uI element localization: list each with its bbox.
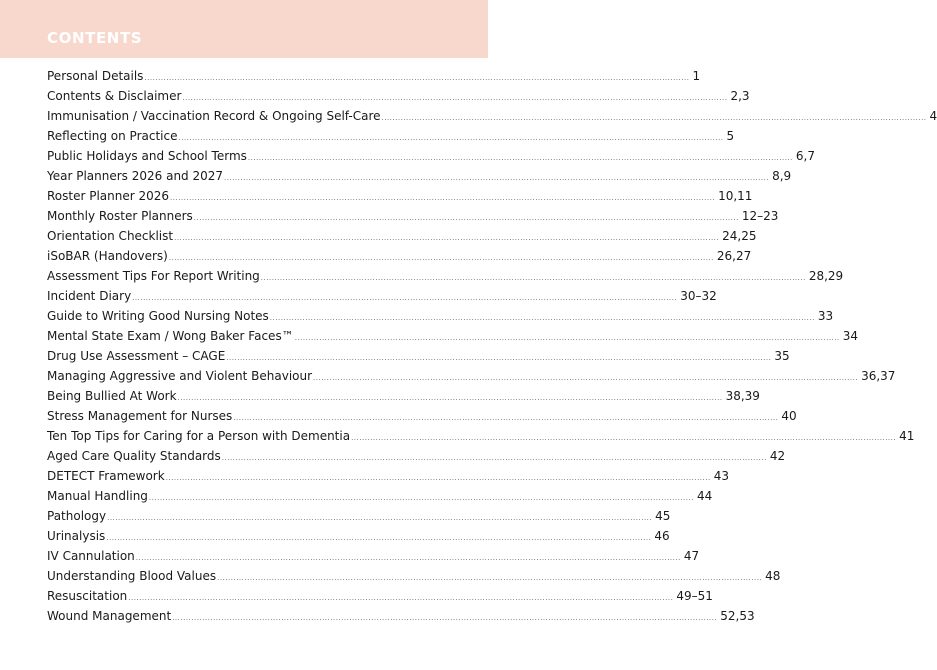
toc-entry-page: 33 [817, 309, 834, 323]
toc-entry-title: Being Bullied At Work [47, 389, 177, 403]
toc-entry-page: 6,7 [795, 149, 816, 163]
dot-leader: ........................................................................................................................................................................................................ [247, 154, 793, 162]
toc-entry-title: Aged Care Quality Standards [47, 449, 221, 463]
toc-entry[interactable] [47, 206, 779, 226]
dot-leader: ........................................................................................................................................................................................................ [351, 434, 897, 442]
dot-leader: ........................................................................................................................................................................................................ [313, 374, 859, 382]
contents-header [0, 0, 488, 58]
table-of-contents [47, 66, 937, 626]
toc-entry[interactable] [47, 606, 755, 626]
toc-entry-title: Year Planners 2026 and 2027 [47, 169, 224, 183]
toc-entry[interactable] [47, 326, 859, 346]
toc-entry-page: 45 [655, 509, 671, 523]
dot-leader: ........................................................................................................................................................................................................ [168, 254, 714, 262]
toc-entry[interactable] [47, 146, 816, 166]
toc-entry[interactable] [47, 406, 797, 426]
toc-entry-title: Reflecting on Practice [47, 129, 178, 143]
toc-entry-page: 47 [683, 549, 700, 563]
dot-leader: ........................................................................................................................................................................................................ [260, 274, 806, 282]
page-title: CONTENTS [47, 29, 143, 47]
dot-leader: ........................................................................................................................................................................................................ [174, 234, 720, 242]
toc-entry[interactable] [47, 186, 753, 206]
toc-entry[interactable] [47, 466, 729, 486]
dot-leader: ........................................................................................................................................................................................................ [224, 174, 770, 182]
toc-entry[interactable] [47, 586, 713, 606]
dot-leader: ........................................................................................................................................................................................................ [106, 534, 652, 542]
toc-entry[interactable] [47, 166, 792, 186]
toc-entry-title: Resuscitation [47, 589, 128, 603]
toc-entry[interactable] [47, 486, 713, 506]
toc-entry[interactable] [47, 386, 760, 406]
toc-entry[interactable] [47, 66, 701, 86]
toc-entry[interactable] [47, 526, 670, 546]
toc-entry-page: 1 [692, 69, 701, 83]
toc-entry[interactable] [47, 306, 834, 326]
toc-entry-page: 35 [774, 349, 790, 363]
dot-leader: ........................................................................................................................................................................................................ [177, 394, 723, 402]
toc-entry[interactable] [47, 266, 844, 286]
toc-entry-page: 8,9 [772, 169, 792, 183]
toc-entry-title: Immunisation / Vaccination Record & Ongoing Self-Care [47, 109, 381, 123]
toc-entry[interactable] [47, 346, 790, 366]
dot-leader: ........................................................................................................................................................................................................ [144, 74, 690, 82]
toc-entry[interactable] [47, 286, 717, 306]
dot-leader: ........................................................................................................................................................................................................ [172, 614, 718, 622]
dot-leader: ........................................................................................................................................................................................................ [165, 474, 711, 482]
toc-entry-title: Wound Management [47, 609, 172, 623]
toc-entry-title: Pathology [47, 509, 107, 523]
toc-entry[interactable] [47, 546, 700, 566]
toc-entry-page: 28,29 [808, 269, 844, 283]
toc-entry-title: Drug Use Assessment – CAGE [47, 349, 226, 363]
dot-leader: ........................................................................................................................................................................................................ [217, 574, 763, 582]
dot-leader: ........................................................................................................................................................................................................ [148, 494, 694, 502]
toc-entry[interactable] [47, 126, 735, 146]
toc-entry-title: IV Cannulation [47, 549, 135, 563]
toc-entry-page: 2,3 [730, 89, 750, 103]
toc-entry-title: Managing Aggressive and Violent Behaviour [47, 369, 313, 383]
toc-entry-page: 24,25 [722, 229, 757, 243]
toc-entry-title: Roster Planner 2026 [47, 189, 170, 203]
dot-leader: ........................................................................................................................................................................................................ [132, 294, 678, 302]
toc-entry-title: Understanding Blood Values [47, 569, 217, 583]
toc-entry-title: Assessment Tips For Report Writing [47, 269, 260, 283]
toc-entry-page: 36,37 [861, 369, 896, 383]
dot-leader: ........................................................................................................................................................................................................ [294, 334, 840, 342]
toc-entry-page: 49–51 [676, 589, 713, 603]
toc-entry-page: 30–32 [680, 289, 717, 303]
toc-entry-title: Contents & Disclaimer [47, 89, 182, 103]
toc-entry-page: 10,11 [718, 189, 753, 203]
toc-entry[interactable] [47, 506, 671, 526]
toc-entry-page: 26,27 [716, 249, 752, 263]
toc-entry-page: 52,53 [720, 609, 755, 623]
toc-entry[interactable] [47, 366, 896, 386]
toc-entry-title: Orientation Checklist [47, 229, 174, 243]
toc-entry-title: Mental State Exam / Wong Baker Faces™ [47, 329, 294, 343]
dot-leader: ........................................................................................................................................................................................................ [221, 454, 767, 462]
dot-leader: ........................................................................................................................................................................................................ [182, 94, 728, 102]
toc-entry-title: Ten Top Tips for Caring for a Person with Dementia [47, 429, 351, 443]
toc-entry-page: 44 [696, 489, 713, 503]
toc-entry-title: iSoBAR (Handovers) [47, 249, 168, 263]
dot-leader: ........................................................................................................................................................................................................ [128, 594, 674, 602]
toc-entry-page: 48 [765, 569, 781, 583]
dot-leader: ........................................................................................................................................................................................................ [170, 194, 716, 202]
dot-leader: ........................................................................................................................................................................................................ [193, 214, 739, 222]
toc-entry-title: DETECT Framework [47, 469, 165, 483]
toc-entry-page: 38,39 [725, 389, 760, 403]
toc-entry[interactable] [47, 86, 750, 106]
dot-leader: ........................................................................................................................................................................................................ [135, 554, 681, 562]
toc-entry-title: Manual Handling [47, 489, 148, 503]
toc-entry-title: Monthly Roster Planners [47, 209, 193, 223]
toc-entry[interactable] [47, 246, 752, 266]
dot-leader: ........................................................................................................................................................................................................ [226, 354, 772, 362]
toc-entry[interactable] [47, 106, 937, 126]
toc-entry-title: Public Holidays and School Terms [47, 149, 247, 163]
toc-entry-title: Personal Details [47, 69, 144, 83]
toc-entry-page: 43 [713, 469, 729, 483]
toc-entry-page: 4 [929, 109, 937, 123]
toc-entry-title: Guide to Writing Good Nursing Notes [47, 309, 269, 323]
dot-leader: ........................................................................................................................................................................................................ [381, 114, 927, 122]
toc-entry-page: 46 [654, 529, 670, 543]
toc-entry[interactable] [47, 446, 786, 466]
toc-entry-page: 34 [842, 329, 859, 343]
toc-entry-page: 41 [899, 429, 915, 443]
toc-entry-title: Urinalysis [47, 529, 106, 543]
toc-entry-page: 5 [726, 129, 735, 143]
toc-entry-page: 42 [769, 449, 786, 463]
toc-entry-page: 40 [781, 409, 797, 423]
dot-leader: ........................................................................................................................................................................................................ [269, 314, 815, 322]
toc-entry-page: 12–23 [741, 209, 779, 223]
toc-entry-title: Stress Management for Nurses [47, 409, 233, 423]
toc-entry[interactable] [47, 426, 915, 446]
toc-entry[interactable] [47, 566, 781, 586]
dot-leader: ........................................................................................................................................................................................................ [233, 414, 779, 422]
dot-leader: ........................................................................................................................................................................................................ [178, 134, 724, 142]
toc-entry[interactable] [47, 226, 757, 246]
toc-entry-title: Incident Diary [47, 289, 132, 303]
dot-leader: ........................................................................................................................................................................................................ [107, 514, 653, 522]
